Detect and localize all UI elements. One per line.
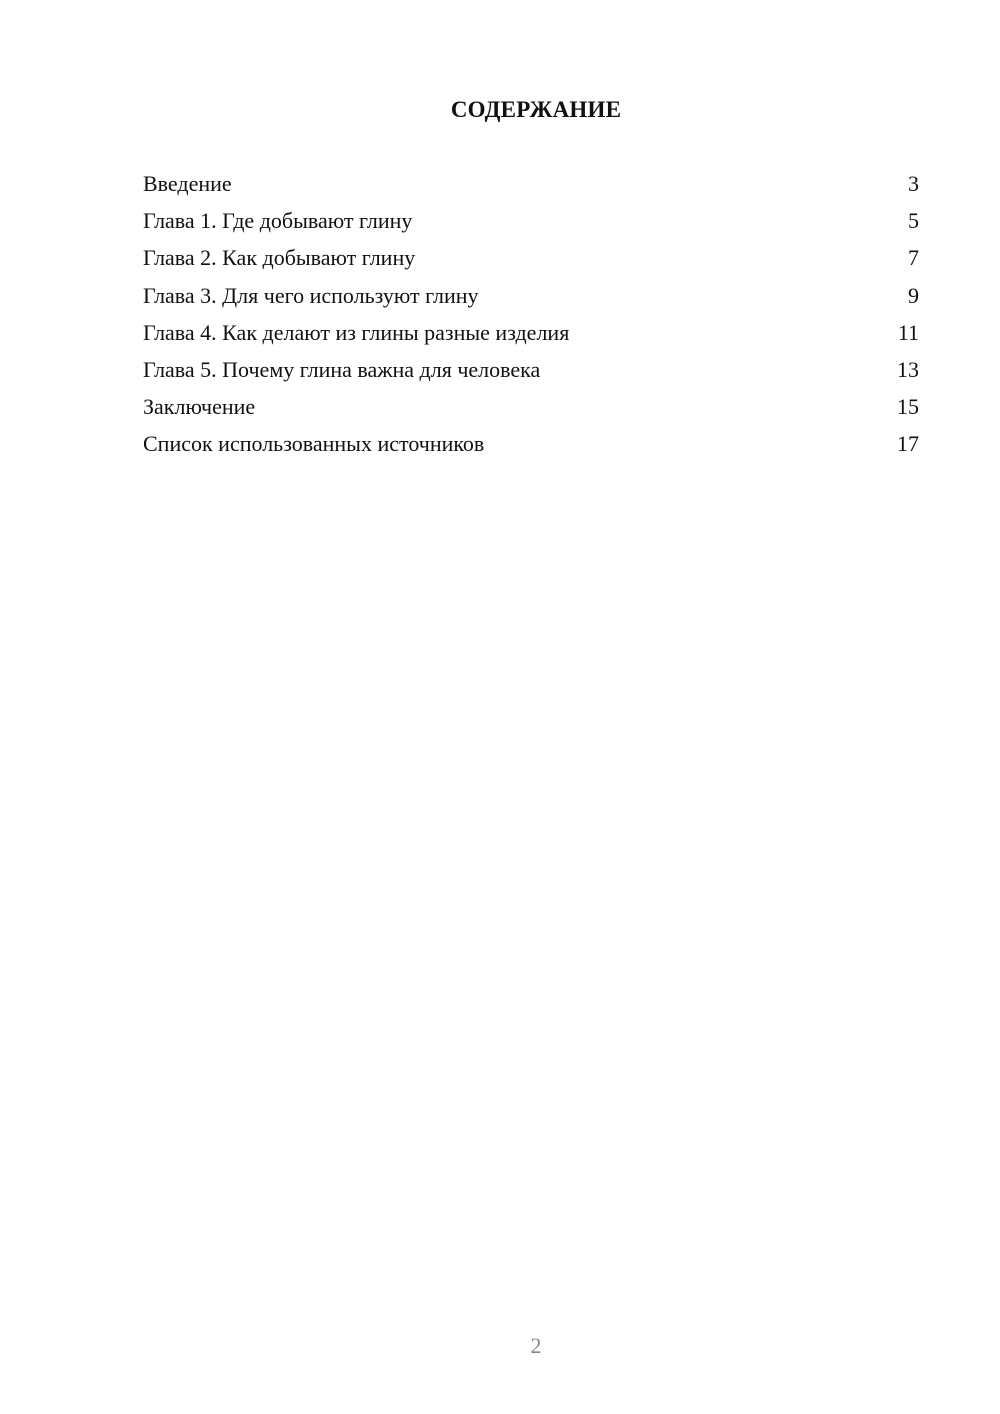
- toc-entry-label: Заключение: [143, 394, 256, 420]
- toc-entry-label: Глава 4. Как делают из глины разные изделия: [143, 319, 570, 345]
- toc-entry-page: 13: [897, 356, 919, 382]
- toc-entry-label: Глава 3. Для чего используют глину: [143, 282, 479, 308]
- toc-entry-page: 17: [897, 431, 919, 457]
- toc-entry-chapter-1: [143, 206, 919, 243]
- toc-entry-label: Глава 1. Где добывают глину: [143, 208, 413, 234]
- toc-entry-chapter-2: [143, 243, 919, 280]
- toc-entry-page: 9: [908, 282, 919, 308]
- toc-entry-page: 5: [908, 208, 919, 234]
- page-number: 2: [530, 1333, 542, 1358]
- toc-entry-label: Глава 5. Почему глина важна для человека: [143, 356, 541, 382]
- toc-entry-references: [143, 429, 919, 466]
- toc-entry-page: 7: [908, 245, 919, 271]
- toc-entry-chapter-4: [143, 318, 919, 355]
- toc-entry-label: Введение: [143, 171, 232, 196]
- toc-entry-introduction: [143, 169, 919, 206]
- toc-entry-label: Список использованных источников: [143, 431, 485, 457]
- toc-entry-label: Глава 2. Как добывают глину: [143, 245, 416, 271]
- toc-entry-page: 15: [897, 394, 919, 420]
- toc-entry-page: 11: [897, 319, 919, 345]
- page-title: СОДЕРЖАНИЕ: [450, 97, 622, 122]
- toc-entry-page: 3: [908, 171, 919, 196]
- table-of-contents: [143, 169, 919, 467]
- toc-entry-conclusion: [143, 392, 919, 429]
- toc-entry-chapter-5: [143, 355, 919, 392]
- toc-entry-chapter-3: [143, 281, 919, 318]
